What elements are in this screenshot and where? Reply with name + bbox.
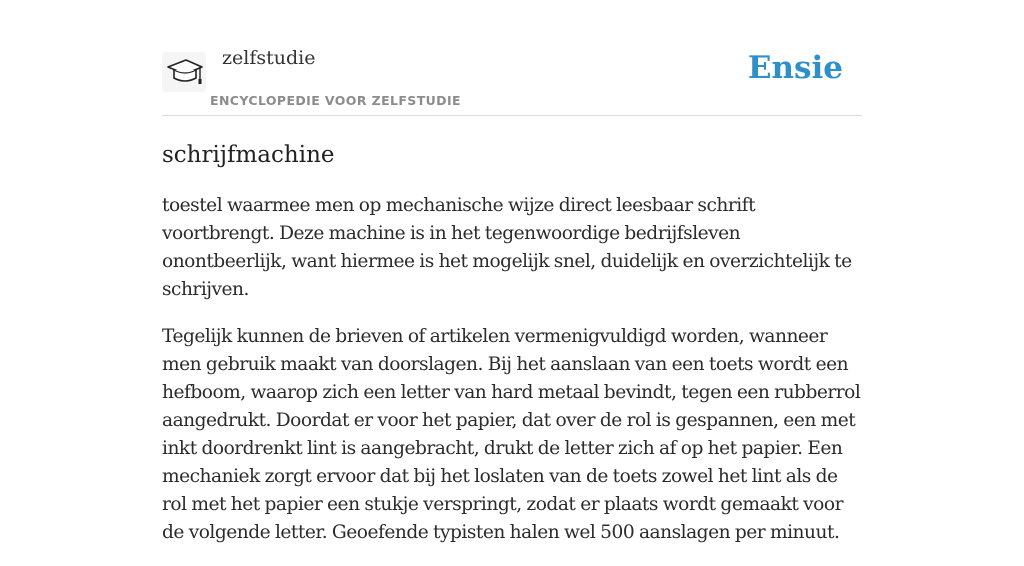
article-paragraph: Tegelijk kunnen de brieven of artikelen vermenigvuldigd worden, wanneer men gebruik maakt van doorslagen. Bij het aanslaan van een toets wordt een hefboom, waarop zich een letter van hard metaal bevindt, tegen een rubberrol aangedrukt. Doordat er voor het papier, dat over de rol is gespannen, een met inkt doordrenkt lint is aangebracht, drukt de letter zich af op het papier. Een mechaniek zorgt ervoor dat bij het loslaten van de toets zowel het lint als de rol met het papier een stukje verspringt, zodat er plaats wordt gemaakt voor de volgende letter. Geoefende typisten halen wel 500 aanslagen per minuut. — [162, 326, 861, 543]
site-header — [162, 0, 862, 116]
graduation-cap-icon[interactable] — [162, 52, 206, 92]
content-container — [162, 0, 862, 543]
article-body — [162, 192, 862, 566]
site-name[interactable]: zelfstudie — [222, 47, 316, 69]
article-paragraph: toestel waarmee men op mechanische wijze direct leesbaar schrift voortbrengt. Deze machine is in het tegenwoordige bedrijfsleven onontbeerlijk, want hiermee is het mogelijk snel, duidelijk en overzichtelijk te schrijven. — [162, 195, 852, 300]
site-tagline: ENCYCLOPEDIE VOOR ZELFSTUDIE — [210, 93, 461, 108]
ensie-brand-link[interactable]: Ensie — [747, 50, 843, 86]
article-title: schrijfmachine — [162, 142, 335, 168]
